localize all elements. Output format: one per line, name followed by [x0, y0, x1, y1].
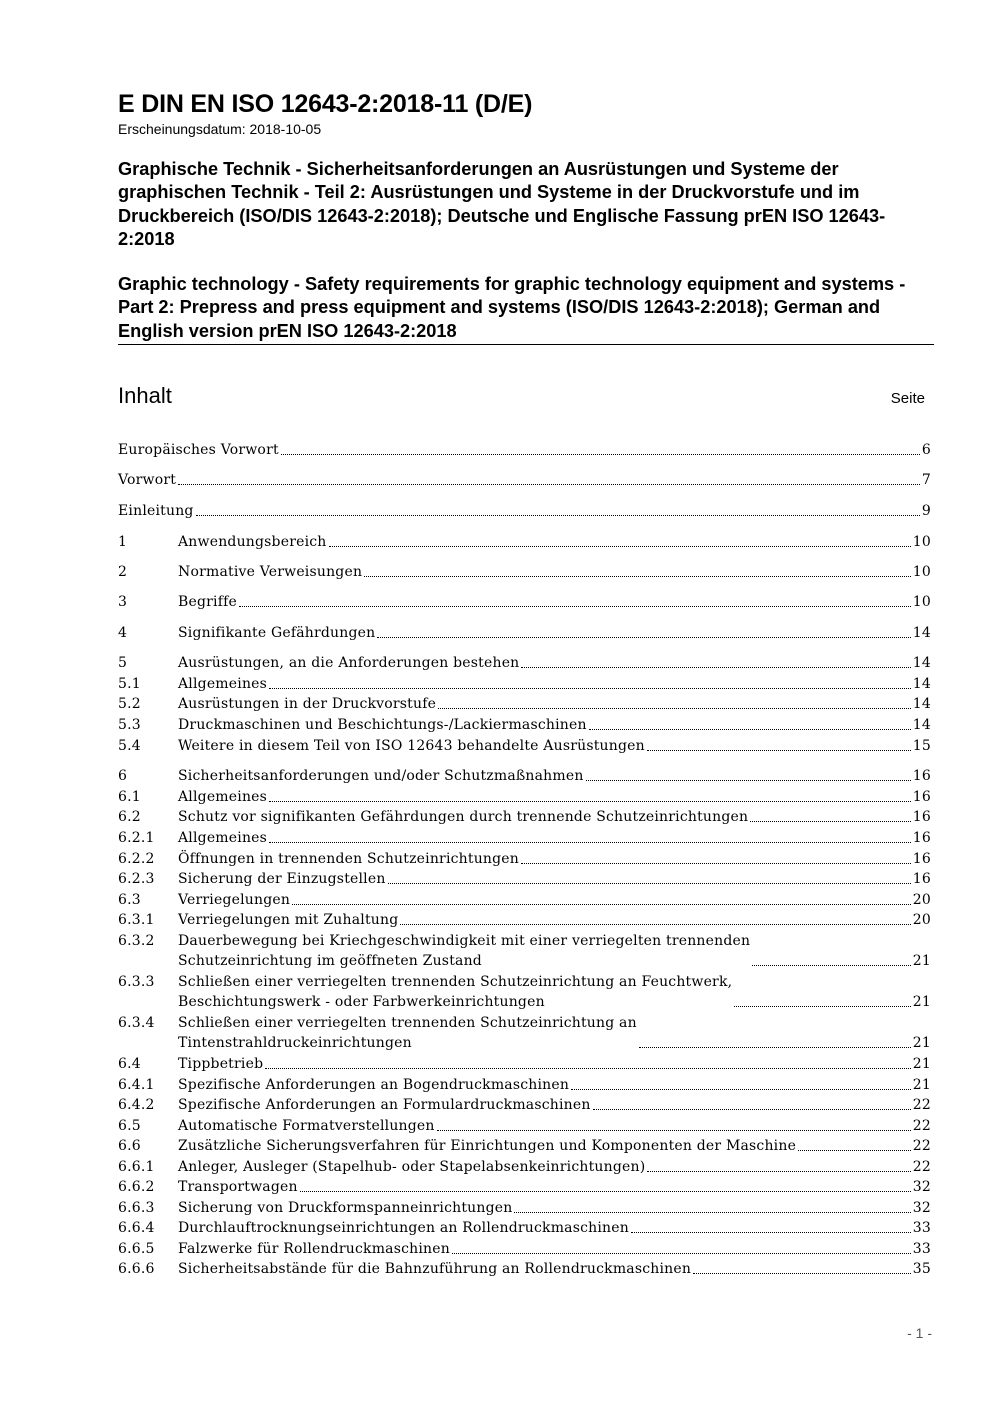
toc-entry-title: Normative Verweisungen — [178, 564, 363, 580]
toc-entry-title: Spezifische Anforderungen an Bogendruckmaschinen — [178, 1077, 570, 1093]
toc-entry-page: 6 — [921, 442, 931, 458]
document-id: E DIN EN ISO 12643-2:2018-11 (D/E) — [118, 90, 533, 118]
toc-entry-page: 14 — [912, 655, 931, 671]
toc-dot-leader — [750, 821, 911, 822]
toc-entry-text — [178, 1239, 931, 1259]
toc-entry-text — [178, 736, 931, 756]
toc-entry-title: Anleger, Ausleger (Stapelhub- oder Stapelabsenkeinrichtungen) — [178, 1159, 646, 1175]
toc-entry-page: 35 — [912, 1261, 931, 1277]
toc-entry-title: Tippbetrieb — [178, 1056, 264, 1072]
toc-entry-number: 6.3.3 — [118, 974, 155, 990]
toc-entry — [118, 787, 931, 807]
toc-entry-text — [178, 1136, 931, 1156]
toc-entry-text — [178, 910, 931, 930]
toc-entry-number: 5.1 — [118, 676, 141, 692]
toc-entry-number: 5.4 — [118, 738, 141, 754]
toc-entry-title: Spezifische Anforderungen an Formulardruckmaschinen — [178, 1097, 591, 1113]
toc-entry-page: 7 — [921, 472, 931, 488]
toc-entry-number: 1 — [118, 534, 128, 550]
toc-entry-page: 21 — [912, 1077, 931, 1093]
toc-entry — [118, 1239, 931, 1259]
toc-entry-title: Öffnungen in trennenden Schutzeinrichtungen — [178, 851, 519, 867]
toc-entry — [118, 910, 931, 930]
toc-entry-page: 10 — [912, 534, 931, 550]
toc-entry-text — [178, 623, 931, 643]
toc-entry — [118, 501, 931, 521]
toc-dot-leader — [586, 780, 911, 781]
toc-entry-text — [118, 470, 931, 490]
toc-entry-number: 6.2.1 — [118, 830, 155, 846]
toc-dot-leader — [437, 1130, 911, 1131]
toc-entry-page: 21 — [912, 994, 931, 1010]
title-english: Graphic technology - Safety requirements for graphic technology equipment and systems - Part 2: Prepress and press equipment and systems (ISO/DIS 12643-2:2018); German and English version prEN ISO 12643-2:2018 — [118, 274, 906, 341]
toc-entry-text — [178, 1116, 931, 1136]
toc-entry-title: Allgemeines — [178, 676, 268, 692]
toc-entry-number: 3 — [118, 594, 128, 610]
toc-entry — [118, 1157, 931, 1177]
toc-dot-leader — [400, 924, 910, 925]
toc-entry-title: Automatische Formatverstellungen — [178, 1118, 435, 1134]
toc-dot-leader — [647, 750, 911, 751]
toc-entry-page: 14 — [912, 696, 931, 712]
toc-entry-number: 2 — [118, 564, 128, 580]
toc-entry-number: 6.6.4 — [118, 1220, 155, 1236]
toc-entry — [118, 470, 931, 490]
toc-entry-text — [178, 1157, 931, 1177]
toc-dot-leader — [593, 1109, 911, 1110]
toc-entry — [118, 440, 931, 460]
toc-entry — [118, 972, 931, 1012]
toc-entry-title: Druckmaschinen und Beschichtungs-/Lackiermaschinen — [178, 717, 587, 733]
toc-entry-number: 6.6.5 — [118, 1241, 155, 1257]
toc-entry-title: Allgemeines — [178, 830, 268, 846]
toc-entry-title: Zusätzliche Sicherungsverfahren für Einrichtungen und Komponenten der Maschine — [178, 1138, 797, 1154]
toc-entry — [118, 674, 931, 694]
toc-entry — [118, 849, 931, 869]
toc-entry-page: 33 — [912, 1220, 931, 1236]
toc-entry — [118, 532, 931, 552]
toc-dot-leader — [364, 576, 911, 577]
toc-entry-text — [118, 501, 931, 521]
toc-dot-leader — [798, 1150, 911, 1151]
toc-entry-text — [178, 1095, 931, 1115]
toc-entry-text — [178, 849, 931, 869]
toc-entry — [118, 623, 931, 643]
toc-dot-leader — [388, 883, 911, 884]
toc-dot-leader — [589, 729, 911, 730]
toc-entry-page: 20 — [912, 892, 931, 908]
toc-dot-leader — [752, 965, 911, 966]
toc-entry-title: Durchlauftrocknungseinrichtungen an Rollendruckmaschinen — [178, 1220, 629, 1236]
toc-dot-leader — [734, 1006, 910, 1007]
publication-date: Erscheinungsdatum: 2018-10-05 — [118, 121, 322, 137]
toc-entry-text — [178, 1075, 931, 1095]
toc-dot-leader — [639, 1047, 911, 1048]
toc-entry-page: 22 — [912, 1118, 931, 1134]
toc-dot-leader — [292, 904, 911, 905]
toc-entry-page: 32 — [912, 1179, 931, 1195]
toc-entry — [118, 592, 931, 612]
toc-entry-title: Schließen einer verriegelten trennenden Schutzeinrichtung an Tintenstrahldruckeinrichtungen — [178, 1015, 637, 1051]
toc-dot-leader — [377, 637, 910, 638]
toc-entry-title: Sicherung von Druckformspanneinrichtungen — [178, 1200, 513, 1216]
toc-entry-text — [178, 1013, 931, 1053]
toc-dot-leader — [265, 1068, 911, 1069]
toc-entry-text — [178, 807, 931, 827]
toc-entry-number: 6.5 — [118, 1118, 141, 1134]
toc-entry — [118, 807, 931, 827]
toc-entry — [118, 562, 931, 582]
toc-entry-title: Einleitung — [118, 503, 194, 519]
toc-entry-page: 32 — [912, 1200, 931, 1216]
toc-entry-title: Verriegelungen — [178, 892, 291, 908]
toc-entry-page: 22 — [912, 1097, 931, 1113]
toc-entry-page: 20 — [912, 912, 931, 928]
toc-entry-number: 6.3 — [118, 892, 141, 908]
toc-dot-leader — [438, 708, 911, 709]
toc-entry-number: 6.3.1 — [118, 912, 155, 928]
toc-entry-title: Dauerbewegung bei Kriechgeschwindigkeit mit einer verriegelten trennenden Schutzeinrichtung im geöffneten Zustand — [178, 933, 751, 969]
toc-dot-leader — [693, 1273, 911, 1274]
toc-entry-number: 5.2 — [118, 696, 141, 712]
toc-entry-title: Schließen einer verriegelten trennenden Schutzeinrichtung an Feuchtwerk, Beschichtungswerk - oder Farbwerkeinrichtungen — [178, 974, 733, 1010]
toc-entry-number: 6 — [118, 768, 128, 784]
toc-entry-page: 14 — [912, 717, 931, 733]
toc-dot-leader — [300, 1191, 911, 1192]
toc-entry-number: 6.4 — [118, 1056, 141, 1072]
toc-entry-number: 6.6.6 — [118, 1261, 155, 1277]
page-number: - 1 - — [907, 1325, 932, 1341]
toc-entry-text — [178, 1198, 931, 1218]
toc-entry-number: 4 — [118, 625, 128, 641]
toc-entry-page: 16 — [912, 830, 931, 846]
toc-entry-number: 6.6 — [118, 1138, 141, 1154]
toc-entry-text — [178, 972, 931, 1012]
toc-entry-title: Begriffe — [178, 594, 237, 610]
toc-entry-number: 6.3.2 — [118, 933, 155, 949]
toc-entry-text — [178, 766, 931, 786]
toc-entry — [118, 766, 931, 786]
toc-entry-page: 16 — [912, 851, 931, 867]
toc-entry-text — [178, 1177, 931, 1197]
toc-entry-text — [178, 828, 931, 848]
toc-dot-leader — [178, 484, 920, 485]
toc-entry — [118, 828, 931, 848]
toc-entry-page: 9 — [921, 503, 931, 519]
toc-entry-page: 21 — [912, 1056, 931, 1072]
toc-entry-title: Sicherung der Einzugstellen — [178, 871, 386, 887]
toc-entry-text — [178, 787, 931, 807]
toc-entry-page: 16 — [912, 789, 931, 805]
toc-dot-leader — [514, 1212, 910, 1213]
toc-entry-title: Verriegelungen mit Zuhaltung — [178, 912, 399, 928]
toc-entry-title: Weitere in diesem Teil von ISO 12643 behandelte Ausrüstungen — [178, 738, 645, 754]
toc-entry — [118, 736, 931, 756]
toc-entry-text — [178, 674, 931, 694]
toc-entry-number: 5.3 — [118, 717, 141, 733]
toc-entry — [118, 1013, 931, 1053]
toc-entry-text — [178, 890, 931, 910]
toc-entry-text — [118, 440, 931, 460]
toc-entry-number: 6.6.1 — [118, 1159, 155, 1175]
toc-entry-text — [178, 694, 931, 714]
toc-entry-text — [178, 1054, 931, 1074]
toc-entry-text — [178, 653, 931, 673]
toc-entry — [118, 694, 931, 714]
toc-entry-text — [178, 532, 931, 552]
toc-dot-leader — [521, 667, 910, 668]
toc-dot-leader — [269, 801, 911, 802]
header-divider — [118, 344, 934, 345]
toc-entry-text — [178, 715, 931, 735]
toc-entry — [118, 1177, 931, 1197]
toc-entry-page: 33 — [912, 1241, 931, 1257]
toc-entry — [118, 715, 931, 735]
toc-dot-leader — [269, 688, 911, 689]
toc-dot-leader — [452, 1253, 911, 1254]
toc-entry-page: 10 — [912, 594, 931, 610]
toc-entry-title: Allgemeines — [178, 789, 268, 805]
toc-entry — [118, 1054, 931, 1074]
toc-heading: Inhalt — [118, 383, 172, 408]
toc-entry-page: 14 — [912, 625, 931, 641]
toc-entry-number: 5 — [118, 655, 128, 671]
toc-entry-page: 10 — [912, 564, 931, 580]
title-german: Graphische Technik - Sicherheitsanforderungen an Ausrüstungen und Systeme der graphischen Technik - Teil 2: Ausrüstungen und Systeme in der Druckvorstufe und im Druckbereich (ISO/DIS 12643-2:2018); Deutsche und Englische Fassung prEN ISO 12643-2:2018 — [118, 159, 886, 249]
toc-entry-page: 22 — [912, 1138, 931, 1154]
toc-entry-text — [178, 1259, 931, 1279]
toc-entry — [118, 869, 931, 889]
toc-dot-leader — [281, 454, 920, 455]
toc-entry — [118, 931, 931, 971]
toc-entry-number: 6.2.3 — [118, 871, 155, 887]
toc-entry-page: 16 — [912, 768, 931, 784]
toc-entry-page: 22 — [912, 1159, 931, 1175]
toc-entry-page: 14 — [912, 676, 931, 692]
toc-entry-page: 15 — [912, 738, 931, 754]
toc-entry-text — [178, 562, 931, 582]
toc-entry-number: 6.6.2 — [118, 1179, 155, 1195]
toc-dot-leader — [571, 1089, 911, 1090]
toc-entry-text — [178, 869, 931, 889]
toc-entry-number: 6.3.4 — [118, 1015, 155, 1031]
toc-entry-number: 6.2.2 — [118, 851, 155, 867]
toc-entry-number: 6.2 — [118, 809, 141, 825]
toc-entry-title: Transportwagen — [178, 1179, 298, 1195]
toc-entry — [118, 1218, 931, 1238]
toc-entry — [118, 1075, 931, 1095]
toc-entry — [118, 653, 931, 673]
toc-dot-leader — [647, 1171, 910, 1172]
toc-entry-number: 6.4.1 — [118, 1077, 155, 1093]
toc-entry-page: 16 — [912, 871, 931, 887]
toc-entry-title: Falzwerke für Rollendruckmaschinen — [178, 1241, 450, 1257]
toc-dot-leader — [521, 863, 911, 864]
toc-dot-leader — [329, 546, 911, 547]
toc-entry — [118, 1136, 931, 1156]
toc-dot-leader — [196, 515, 920, 516]
toc-entry-title: Sicherheitsanforderungen und/oder Schutzmaßnahmen — [178, 768, 584, 784]
toc-entry-title: Ausrüstungen in der Druckvorstufe — [178, 696, 437, 712]
toc-entry-title: Schutz vor signifikanten Gefährdungen durch trennende Schutzeinrichtungen — [178, 809, 749, 825]
toc-entry — [118, 890, 931, 910]
toc-entry-number: 6.1 — [118, 789, 141, 805]
toc-entry-number: 6.6.3 — [118, 1200, 155, 1216]
toc-entry-text — [178, 1218, 931, 1238]
toc-dot-leader — [631, 1232, 911, 1233]
toc-entry-text — [178, 592, 931, 612]
toc-entry — [118, 1116, 931, 1136]
toc-entry-number: 6.4.2 — [118, 1097, 155, 1113]
toc-entry-text — [178, 931, 931, 971]
toc-entry-title: Signifikante Gefährdungen — [178, 625, 376, 641]
toc-dot-leader — [239, 606, 911, 607]
toc-entry-page: 21 — [912, 953, 931, 969]
toc-dot-leader — [269, 842, 911, 843]
toc-entry — [118, 1095, 931, 1115]
toc-entry-title: Vorwort — [118, 472, 177, 488]
toc-entry-page: 16 — [912, 809, 931, 825]
toc-entry-title: Sicherheitsabstände für die Bahnzuführung an Rollendruckmaschinen — [178, 1261, 692, 1277]
toc-entry — [118, 1259, 931, 1279]
toc-entry-title: Ausrüstungen, an die Anforderungen bestehen — [178, 655, 520, 671]
toc-entry-title: Anwendungsbereich — [178, 534, 327, 550]
toc-entry-page: 21 — [912, 1035, 931, 1051]
toc-page-label: Seite — [890, 390, 925, 407]
toc-entry — [118, 1198, 931, 1218]
toc-entry-title: Europäisches Vorwort — [118, 442, 279, 458]
